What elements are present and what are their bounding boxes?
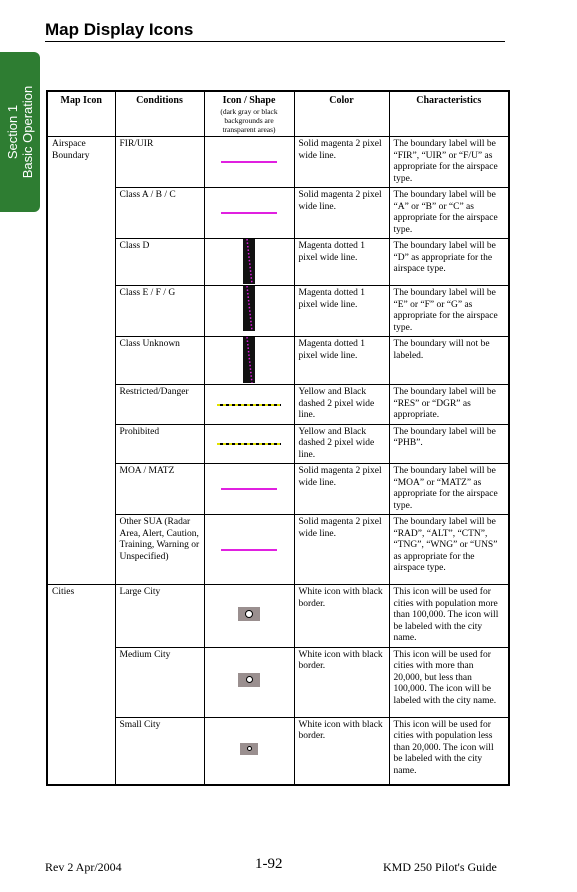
characteristics-cell: The boundary label will be “MOA” or “MATZ” as appropriate for the airspace type. bbox=[389, 464, 509, 515]
condition-cell: Class A / B / C bbox=[115, 188, 204, 239]
condition-cell: Other SUA (Radar Area, Alert, Caution, Training, Warning or Unspecified) bbox=[115, 515, 204, 585]
characteristics-cell: The boundary label will be “RAD”, “ALT”, “CTN”, “TNG”, “WNG” or “UNS” as appropriate for the airspace type. bbox=[389, 515, 509, 585]
header-icon-shape-label: Icon / Shape bbox=[222, 95, 276, 106]
table-row bbox=[47, 464, 509, 515]
icon-shape-cell bbox=[204, 137, 294, 188]
characteristics-cell: The boundary label will be “A” or “B” or “C” as appropriate for the airspace type. bbox=[389, 188, 509, 239]
page-title: Map Display Icons bbox=[45, 20, 194, 39]
icon-shape-cell bbox=[204, 188, 294, 239]
city-dot bbox=[245, 610, 253, 618]
condition-cell: MOA / MATZ bbox=[115, 464, 204, 515]
yellow-black-dashed-line bbox=[217, 404, 281, 406]
header-map-icon: Map Icon bbox=[47, 91, 115, 137]
icon-shape-cell bbox=[204, 239, 294, 286]
color-cell: Solid magenta 2 pixel wide line. bbox=[294, 137, 389, 188]
yellow-black-dashed-line-icon bbox=[217, 404, 281, 406]
characteristics-cell: The boundary label will be “E” or “F” or “G” as appropriate for the airspace type. bbox=[389, 286, 509, 337]
condition-cell: FIR/UIR bbox=[115, 137, 204, 188]
table-row bbox=[47, 515, 509, 585]
footer-guide-title: KMD 250 Pilot's Guide bbox=[383, 860, 497, 874]
condition-cell: Large City bbox=[115, 585, 204, 648]
icon-shape-cell bbox=[204, 585, 294, 648]
color-cell: White icon with black border. bbox=[294, 647, 389, 717]
condition-cell: Restricted/Danger bbox=[115, 385, 204, 425]
color-cell: Magenta dotted 1 pixel wide line. bbox=[294, 239, 389, 286]
icon-shape-cell bbox=[204, 337, 294, 385]
group-airspace-boundary: Airspace Boundary bbox=[47, 137, 115, 585]
yellow-black-dashed-line bbox=[217, 443, 281, 445]
dark-background bbox=[243, 239, 255, 284]
magenta-dotted-line-icon bbox=[243, 337, 255, 383]
color-cell: White icon with black border. bbox=[294, 585, 389, 648]
color-cell: Magenta dotted 1 pixel wide line. bbox=[294, 286, 389, 337]
characteristics-cell: This icon will be used for cities with population more than 100,000. The icon will be labeled with the city name. bbox=[389, 585, 509, 648]
section-tab-line2: Basic Operation bbox=[20, 85, 35, 179]
condition-cell: Medium City bbox=[115, 647, 204, 717]
characteristics-cell: The boundary label will be “D” as appropriate for the airspace type. bbox=[389, 239, 509, 286]
dark-background bbox=[243, 286, 255, 331]
city-dot bbox=[247, 746, 252, 751]
header-rule bbox=[45, 41, 505, 42]
header-conditions: Conditions bbox=[115, 91, 204, 137]
table-row bbox=[47, 286, 509, 337]
small-city-icon bbox=[240, 743, 258, 755]
characteristics-cell: This icon will be used for cities with more than 20,000, but less than 100,000. The icon will be labeled with the city name. bbox=[389, 647, 509, 717]
characteristics-cell: The boundary label will be “RES” or “DGR” as appropriate. bbox=[389, 385, 509, 425]
condition-cell: Class D bbox=[115, 239, 204, 286]
magenta-solid-line-icon bbox=[221, 549, 277, 551]
header-icon-shape bbox=[204, 91, 294, 137]
dark-background bbox=[243, 337, 255, 383]
characteristics-cell: The boundary label will be “FIR”, “UIR” or “F/U” as appropriate for the airspace type. bbox=[389, 137, 509, 188]
magenta-solid-line-icon bbox=[221, 212, 277, 214]
table-row bbox=[47, 337, 509, 385]
table-row bbox=[47, 239, 509, 286]
table-row bbox=[47, 385, 509, 425]
condition-cell: Class E / F / G bbox=[115, 286, 204, 337]
yellow-black-dashed-line-icon bbox=[217, 443, 281, 445]
condition-cell: Prohibited bbox=[115, 424, 204, 464]
color-cell: Solid magenta 2 pixel wide line. bbox=[294, 515, 389, 585]
footer-revision: Rev 2 Apr/2004 bbox=[45, 860, 122, 874]
icon-shape-cell bbox=[204, 717, 294, 785]
magenta-dotted-line-icon bbox=[243, 239, 255, 284]
color-cell: Magenta dotted 1 pixel wide line. bbox=[294, 337, 389, 385]
color-cell: Solid magenta 2 pixel wide line. bbox=[294, 188, 389, 239]
header-characteristics: Characteristics bbox=[389, 91, 509, 137]
map-icons-table bbox=[46, 90, 510, 786]
characteristics-cell: The boundary label will be “PHB”. bbox=[389, 424, 509, 464]
table-header-row bbox=[47, 91, 509, 137]
condition-cell: Class Unknown bbox=[115, 337, 204, 385]
medium-city-icon bbox=[238, 673, 260, 687]
color-cell: Solid magenta 2 pixel wide line. bbox=[294, 464, 389, 515]
magenta-solid-line-icon bbox=[221, 488, 277, 490]
header-color: Color bbox=[294, 91, 389, 137]
section-tab-line1: Section 1 bbox=[5, 104, 20, 160]
icon-shape-cell bbox=[204, 385, 294, 425]
table-row bbox=[47, 424, 509, 464]
table-row bbox=[47, 717, 509, 785]
table-row bbox=[47, 585, 509, 648]
color-cell: Yellow and Black dashed 2 pixel wide line. bbox=[294, 385, 389, 425]
group-cities: Cities bbox=[47, 585, 115, 786]
icon-shape-cell bbox=[204, 464, 294, 515]
icon-shape-cell bbox=[204, 424, 294, 464]
icon-shape-cell bbox=[204, 515, 294, 585]
table-row bbox=[47, 188, 509, 239]
table-row bbox=[47, 137, 509, 188]
footer-page-number: 1-92 bbox=[255, 856, 283, 872]
table-row bbox=[47, 647, 509, 717]
color-cell: Yellow and Black dashed 2 pixel wide line. bbox=[294, 424, 389, 464]
condition-cell: Small City bbox=[115, 717, 204, 785]
icon-shape-cell bbox=[204, 647, 294, 717]
characteristics-cell: The boundary will not be labeled. bbox=[389, 337, 509, 385]
color-cell: White icon with black border. bbox=[294, 717, 389, 785]
header-icon-shape-note: (dark gray or black backgrounds are transparent areas) bbox=[220, 107, 278, 134]
section-tab bbox=[0, 52, 40, 212]
characteristics-cell: This icon will be used for cities with population less than 20,000. The icon will be labeled with the city name. bbox=[389, 717, 509, 785]
magenta-dotted-line-icon bbox=[243, 286, 255, 331]
icon-shape-cell bbox=[204, 286, 294, 337]
section-tab-text bbox=[5, 86, 35, 179]
magenta-solid-line-icon bbox=[221, 161, 277, 163]
city-dot bbox=[246, 676, 253, 683]
large-city-icon bbox=[238, 607, 260, 621]
